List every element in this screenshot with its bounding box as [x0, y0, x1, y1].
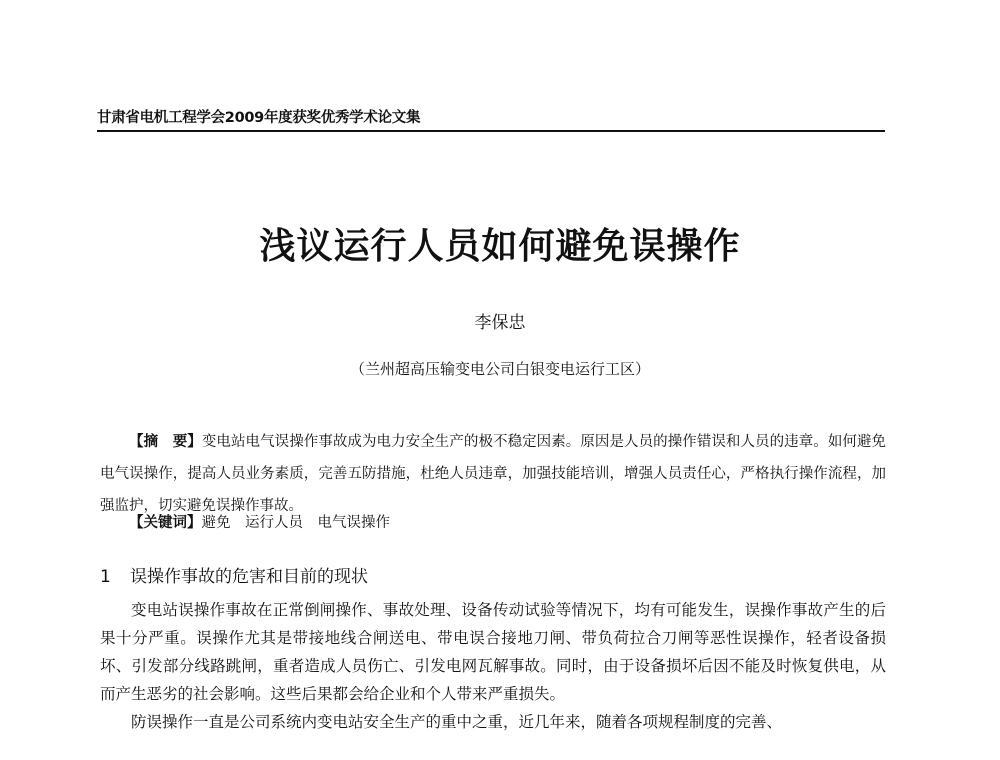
running-header: 甘肃省电机工程学会2009年度获奖优秀学术论文集 [97, 110, 421, 126]
keywords-label: 【关键词】 [129, 514, 202, 531]
section-title: 误操作事故的危害和目前的现状 [130, 567, 368, 587]
keywords-text: 避免 运行人员 电气误操作 [201, 515, 390, 531]
keywords [100, 509, 886, 537]
section-number: 1 [100, 567, 111, 587]
body-paragraph: 防误操作一直是公司系统内变电站安全生产的重中之重，近几年来，随着各项规程制度的完善、 [131, 713, 783, 731]
author-affiliation: （兰州超高压输变电公司白银变电运行工区） [349, 360, 650, 378]
section-body [100, 596, 886, 736]
article-author: 李保忠 [474, 313, 526, 333]
header-divider [97, 130, 885, 132]
article-title: 浅议运行人员如何避免误操作 [259, 225, 741, 267]
section-heading [100, 564, 886, 590]
abstract [100, 426, 886, 522]
abstract-label: 【摘 要】 [129, 433, 202, 450]
body-paragraph: 变电站误操作事故在正常倒闸操作、事故处理、设备传动试验等情况下，均有可能发生，误操作事故产生的后果十分严重。误操作尤其是带接地线合闸送电、带电误合接地刀闸、带负荷拉合刀闸等恶性误操作，轻者设备损坏、引发部分线路跳闸，重者造成人员伤亡、引发电网瓦解事故。同时，由于设备损坏后因不能及时恢复供电，从而产生恶劣的社会影响。这些后果都会给企业和个人带来严重损失。 [100, 601, 886, 703]
abstract-text: 变电站电气误操作事故成为电力安全生产的极不稳定因素。原因是人员的操作错误和人员的违章。如何避免电气误操作，提高人员业务素质，完善五防措施，杜绝人员违章，加强技能培训，增强人员责任心，严格执行操作流程，加强监护，切实避免误操作事故。 [100, 434, 887, 514]
